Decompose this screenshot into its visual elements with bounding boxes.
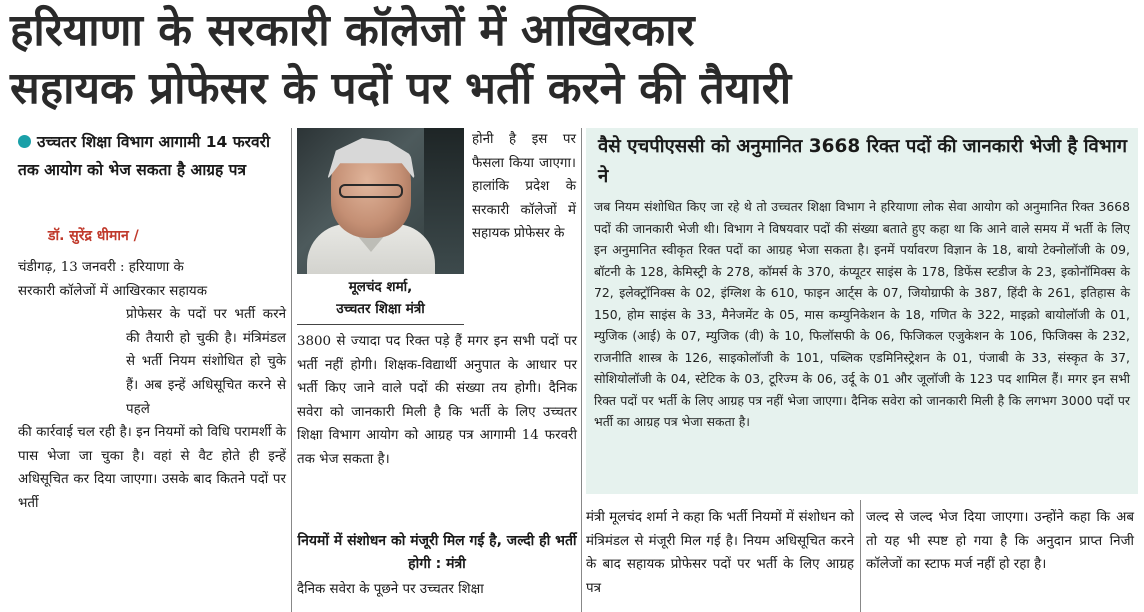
column-divider — [291, 128, 292, 612]
column-2-tail-text: दैनिक सवेरा के पूछने पर उच्चतर शिक्षा — [297, 582, 484, 597]
column-divider — [860, 500, 861, 612]
dateline-text: चंडीगढ़, 13 जनवरी : हरियाणा के — [18, 260, 184, 275]
highlight-bullet — [18, 128, 286, 184]
caption-title: उच्चतर शिक्षा मंत्री — [336, 301, 425, 317]
caption-divider — [297, 324, 464, 325]
byline: डॉ. सुरेंद्र धीमान / — [48, 228, 139, 244]
column-2-narrow-text: होनी है इस पर फैसला किया जाएगा। हालांकि प्रदेश के सरकारी कॉलेजों में सहायक प्रोफेसर के — [472, 132, 576, 242]
column-divider — [581, 128, 582, 612]
column-1-indented-text: प्रोफेसर के पदों पर भर्ती करने की तैयारी हो चुकी है। मंत्रिमंडल से भर्ती नियम संशोधित हो चुके हैं। अब इन्हें अधिसूचित करने से पहले — [126, 307, 286, 417]
column-3-text: मंत्री मूलचंद शर्मा ने कहा कि भर्ती नियमों में संशोधन को मंत्रिमंडल से मंजूरी मिल गई है। नियम अधिसूचित करने के बाद सहायक प्रोफेसर पदों पर भर्ती के लिए आग्रह पत्र — [586, 510, 854, 596]
column-1-line-2: सरकारी कॉलेजों में आखिरकार सहायक — [18, 283, 207, 299]
column-2-text: 3800 से ज्यादा पद रिक्त पड़े हैं मगर इन सभी पदों पर भर्ती नहीं होगी। शिक्षक-विद्यार्थी अनुपात के आधार पर भर्ती किए जाने वाले पदों की संख्या तय होगी। दैनिक सवेरा को जानकारी मिली है कि भर्ती के लिए उच्चतर शिक्षा विभाग आयोग को आग्रह पत्र आगामी 14 फरवरी तक भेज सकता है। — [297, 334, 577, 467]
info-box-title: वैसे एचपीएससी को अनुमानित 3668 रिक्त पदों की जानकारी भेजी है विभाग ने — [598, 136, 1128, 187]
column-1-body — [18, 256, 286, 516]
headline-line-1: हरियाणा के सरकारी कॉलेजों में आखिरकार — [10, 5, 695, 56]
subheading: नियमों में संशोधन को मंजूरी मिल गई है, जल्दी ही भर्ती होगी : मंत्री — [297, 533, 577, 572]
bullet-dot-icon — [18, 135, 31, 148]
info-box-body: जब नियम संशोधित किए जा रहे थे तो उच्चतर शिक्षा विभाग ने हरियाणा लोक सेवा आयोग को अनुमानित रिक्त 3668 पदों की जानकारी भेजी थी। विभाग ने विषयवार पदों की संख्या बताते हुए कहा था कि आने वाले समय में भर्ती के लिए इन अनुमानित स्वीकृत रिक्त पदों का आग्रह भेजा सकता है। इनमें पर्यावरण विज्ञान के 18, बायो टेक्नोलॉजी के 09, बॉटनी के 128, केमिस्ट्री के 278, कॉमर्स के 370, कंप्यूटर साइंस के 178, डिफेंस स्टडीज के 23, इकोनॉमिक्स के 72, इलेक्ट्रॉनिक्स के 02, इंग्लिश के 610, फाइन आर्ट्स के 07, जियोग्राफी के 387, हिंदी के 261, इतिहास के 150, होम साइंस के 33, मैनेजमेंट के 05, मास कम्युनिकेशन के 18, गणित के 322, माइक्रो बायोलॉजी के 01, म्युजिक (आई) के 07, म्युजिक (वी) के 10, फिलॉसफी के 06, फिजिकल एजुकेशन के 106, फिजिक्स के 232, राजनीति शास्त्र के 126, साइकोलॉजी के 101, पब्लिक एडमिनिस्ट्रेशन के 01, पंजाबी के 33, संस्कृत के 37, सोशियोलॉजी के 04, स्टेटिक के 03, टूरिज्म के 06, उर्दू के 01 और जूलॉजी के 123 पद शामिल हैं। मगर इन सभी रिक्त पदों पर भर्ती के लिए आग्रह पत्र नहीं भेजा जाएगा। दैनिक सवेरा को जानकारी मिली है कि लगभग 3000 पदों पर भर्ती का आग्रह पत्र भेजा सकता है। — [594, 199, 1130, 429]
caption-name: मूलचंद शर्मा, — [348, 279, 413, 295]
photo-caption — [297, 276, 464, 320]
bullet-text: उच्चतर शिक्षा विभाग आगामी 14 फरवरी तक आयोग को भेज सकता है आग्रह पत्र — [18, 133, 270, 179]
column-1-rest-text: की कार्रवाई चल रही है। इन नियमों को विधि परामर्शी के पास भेजा जा चुका है। वहां से वैट होते ही इन्हें अधिसूचित कर दिया जाएगा। उसके बाद कितने पदों पर भर्ती — [18, 425, 286, 511]
column-4-text: जल्द से जल्द भेज दिया जाएगा। उन्होंने कहा कि अब तो यह भी स्पष्ट हो गया है कि अनुदान प्राप्त निजी कॉलेजों का स्टाफ मर्ज नहीं हो रहा है। — [866, 510, 1134, 573]
headline-line-2: सहायक प्रोफेसर के पदों पर भर्ती करने की तैयारी — [10, 63, 792, 114]
minister-photo — [297, 128, 464, 274]
